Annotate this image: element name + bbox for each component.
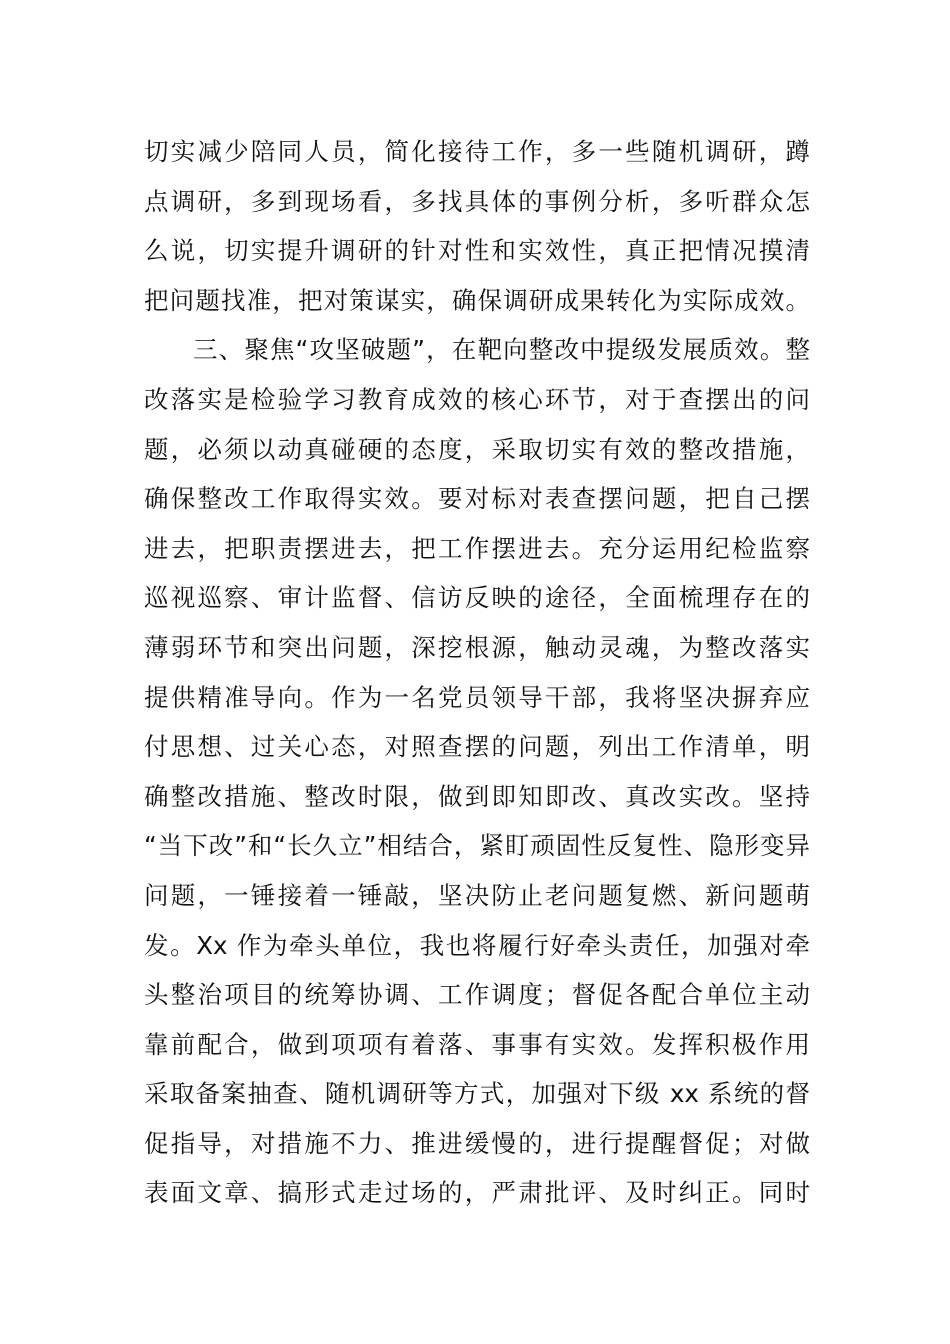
text-line: 采取备案抽查、随机调研等方式，加强对下级 xx 系统的督	[144, 1079, 810, 1109]
text-line: 发。Xx 作为牵头单位，我也将履行好牵头责任，加强对牵	[144, 930, 810, 960]
text-line: 改落实是检验学习教育成效的核心环节，对于查摆出的问	[144, 384, 810, 414]
text-line: 头整治项目的统筹协调、工作调度；督促各配合单位主动	[144, 980, 810, 1010]
document-body	[144, 127, 810, 1218]
text-line: 点调研，多到现场看，多找具体的事例分析，多听群众怎	[144, 186, 810, 216]
text-line: 么说，切实提升调研的针对性和实效性，真正把情况摸清	[144, 236, 810, 266]
text-line: 促指导，对措施不力、推进缓慢的，进行提醒督促；对做	[144, 1128, 810, 1158]
text-line: 把问题找准，把对策谋实，确保调研成果转化为实际成效。	[144, 285, 810, 315]
text-line: 进去，把职责摆进去，把工作摆进去。充分运用纪检监察	[144, 533, 810, 563]
text-line: 付思想、过关心态，对照查摆的问题，列出工作清单，明	[144, 732, 810, 762]
text-line: 题，必须以动真碰硬的态度，采取切实有效的整改措施，	[144, 434, 810, 464]
text-line: “当下改”和“长久立”相结合，紧盯顽固性反复性、隐形变异	[144, 831, 810, 861]
text-line: 靠前配合，做到项项有着落、事事有实效。发挥积极作用	[144, 1029, 810, 1059]
text-line: 确整改措施、整改时限，做到即知即改、真改实改。坚持	[144, 781, 810, 811]
text-line: 问题，一锤接着一锤敲，坚决防止老问题复燃、新问题萌	[144, 880, 810, 910]
text-line: 提供精准导向。作为一名党员领导干部，我将坚决摒弃应	[144, 682, 810, 712]
text-line: 巡视巡察、审计监督、信访反映的途径，全面梳理存在的	[144, 583, 810, 613]
section-heading-line: 三、聚焦“攻坚破题”，在靶向整改中提级发展质效。整	[193, 335, 810, 365]
text-line: 确保整改工作取得实效。要对标对表查摆问题，把自己摆	[144, 484, 810, 514]
text-line: 薄弱环节和突出问题，深挖根源，触动灵魂，为整改落实	[144, 632, 810, 662]
text-line: 切实减少陪同人员，简化接待工作，多一些随机调研，蹲	[144, 137, 810, 166]
text-line: 表面文章、搞形式走过场的，严肃批评、及时纠正。同时	[144, 1178, 810, 1208]
